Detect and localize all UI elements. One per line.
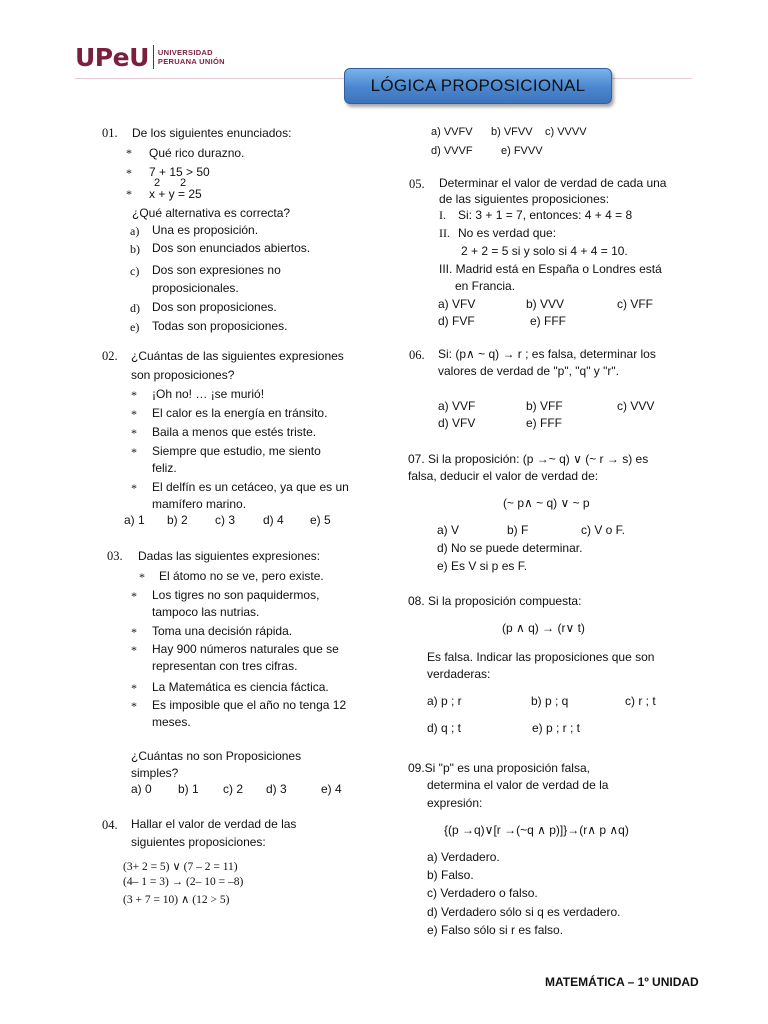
q2-answer-b: b) 2 [167,513,188,527]
q4-answer-a: a) VVFV [431,126,473,138]
q5-ii-text-2: 2 + 2 = 5 si y solo si 4 + 4 = 10. [461,244,628,258]
q5-ii-label: II. [439,226,450,240]
q3-answer-d: d) 3 [266,782,287,796]
q3-item-4-cont: representan con tres cifras. [152,659,298,673]
q9-option-e: e) Falso sólo si r es falso. [427,923,564,937]
header-rule [75,78,345,79]
q3-item-2-cont: tampoco las nutrias. [152,605,260,619]
bullet-star: * [131,407,137,421]
q8-answer-e: e) p ; r ; t [532,721,581,735]
q5-i-text: Si: 3 + 1 = 7, entonces: 4 + 4 = 8 [458,208,633,222]
q7-option-a: a) V [437,523,460,537]
q3-item-3: Toma una decisión rápida. [152,624,293,638]
q9-option-b: b) Falso. [427,868,474,882]
q3-item-2: Los tigres no son paquidermos, [152,588,320,602]
q9-option-d: d) Verdadero sólo si q es verdadero. [427,905,621,919]
q7-stem-1: 07. Si la proposición: (p →~ q) ∨ (~ r → s) es [408,452,649,466]
q3-item-4: Hay 900 números naturales que se [152,642,339,656]
q6-number: 06. [409,348,425,362]
bullet-star: * [131,589,137,603]
q5-answer-b: b) VVV [526,297,565,311]
q1-option-e: Todas son proposiciones. [152,319,288,333]
q5-stem-1: Determinar el valor de verdad de cada una [439,176,667,190]
bullet-star: * [139,570,145,584]
q5-iii-text: III. Madrid está en España o Londres está [439,262,662,276]
q1-option-label: c) [130,264,140,278]
bullet-star: * [131,388,137,402]
q1-option-c-text: Dos son expresiones no [152,263,281,277]
q6-answer-e: e) FFF [526,416,562,430]
q5-answer-a: a) VFV [438,297,476,311]
q2-item-5-cont: mamífero marino. [152,497,247,511]
q3-question: ¿Cuántas no son Proposiciones [131,749,302,763]
q6-answer-b: b) VFF [526,399,563,413]
q6-answer-a: a) VVF [438,399,476,413]
q1-item-3: x + y = 25 [149,187,202,201]
q3-answer-b: b) 1 [178,782,199,796]
q1-option-c [152,263,354,277]
q3-item-6: Es imposible que el año no tenga 12 [152,698,347,712]
q3-stem: Dadas las siguientes expresiones: [138,549,321,563]
q8-stem: 08. Si la proposición compuesta: [408,594,582,608]
q1-option-label: a) [130,224,140,238]
q4-answer-c: c) VVVV [545,126,587,138]
q5-answer-d: d) FVF [438,314,475,328]
q6-stem-1: Si: (p∧ ~ q) → r ; es falsa, determinar los [438,347,656,361]
q1-exponent-2: 2 [180,177,187,189]
q9-stem-3: expresión: [427,796,483,810]
bullet-star: * [131,445,137,459]
q4-answer-e: e) FVVV [501,145,543,157]
footer-unit: MATEMÁTICA – 1º UNIDAD [545,975,699,989]
q2-item-4: Siempre que estudio, me siento [152,444,321,458]
header-rule-right [612,78,692,79]
q1-item-1: Qué rico durazno. [149,146,245,160]
q4-answer-b: b) VFVV [491,126,533,138]
bullet-star: * [131,699,137,713]
logo-line-2: PERUANA UNIÓN [157,57,225,66]
q3-answer-a: a) 0 [131,782,152,796]
q2-item-1: ¡Oh no! … ¡se murió! [152,387,265,401]
logo-subtitle [158,48,225,66]
q4-line-2: (4– 1 = 3) → (2– 10 = –8) [123,876,244,888]
q2-item-2: El calor es la energía en tránsito. [152,406,328,420]
q3-answer-e: e) 4 [321,782,342,796]
q4-answer-d: d) VVVF [431,145,473,157]
q9-option-a: a) Verdadero. [427,850,500,864]
q2-answer-e: e) 5 [310,513,331,527]
q8-answer-b: b) p ; q [531,694,569,708]
q2-number: 02. [102,349,118,363]
q2-answer-d: d) 4 [263,513,284,527]
q8-answer-a: a) p ; r [427,694,462,708]
q5-answer-c: c) VFF [617,297,653,311]
q5-i-label: I. [439,208,446,222]
q9-option-c: c) Verdadero o falso. [427,886,538,900]
bullet-star: * [131,481,137,495]
bullet-star: * [126,187,132,201]
q6-answer-c: c) VVV [617,399,655,413]
q5-answer-e: e) FFF [530,314,566,328]
q6-answer-d: d) VFV [438,416,476,430]
q5-number: 05. [409,177,425,191]
q2-item-5: El delfín es un cetáceo, ya que es un [152,480,349,494]
q4-line-3: (3 + 7 = 10) ∧ (12 > 5) [123,894,230,906]
q8-expression: (p ∧ q) → (r∨ t) [502,621,585,635]
page-title: LÓGICA PROPOSICIONAL [370,76,586,95]
bullet-star: * [131,681,137,695]
q1-option-d: Dos son proposiciones. [152,300,277,314]
university-logo [75,42,225,72]
q4-stem-2: siguientes proposiciones: [131,835,266,849]
q3-answer-c: c) 2 [223,782,244,796]
q5-stem-2: de las siguientes proposiciones: [439,192,610,206]
q5-ii-text: No es verdad que: [458,226,557,240]
q1-option-label: e) [130,320,140,334]
q1-stem: De los siguientes enunciados: [132,126,292,140]
q3-question-row [131,749,357,763]
q8-answer-d: d) q ; t [427,721,462,735]
q1-option-label: d) [130,301,140,315]
q9-stem-1: 09.Si "p" es una proposición falsa, [408,761,590,775]
bullet-star: * [131,643,137,657]
q1-option-b: Dos son enunciados abiertos. [152,241,311,255]
q6-stem-2: valores de verdad de "p", "q" y "r". [438,364,619,378]
q8-answer-c: c) r ; t [625,694,656,708]
q1-item-2: 7 + 15 > 50 [149,165,210,179]
q7-expression: (~ p∧ ~ q) ∨ ~ p [503,496,590,510]
q3-item-5: La Matemática es ciencia fáctica. [152,680,329,694]
q4-number: 04. [102,818,118,832]
bullet-star: * [131,426,137,440]
q2-item-3: Baila a menos que estés triste. [152,425,317,439]
q2-answer-c: c) 3 [215,513,236,527]
bullet-star: * [131,625,137,639]
q8-question-1: Es falsa. Indicar las proposiciones que son [427,650,655,664]
q5-iii-cont: en Francia. [455,279,516,293]
logo-wordmark: UPeU [75,42,149,72]
q1-exponent-1: 2 [154,177,161,189]
q3-question-cont: simples? [131,766,179,780]
q1-number: 01. [102,126,118,140]
q8-question-2: verdaderas: [427,667,491,681]
q2-answer-a: a) 1 [124,513,145,527]
q7-option-d: d) No se puede determinar. [437,541,583,555]
q7-option-c: c) V o F. [581,523,626,537]
q4-stem-1: Hallar el valor de verdad de las [131,817,297,831]
logo-divider [153,45,154,69]
q7-option-e: e) Es V si p es F. [437,559,528,573]
q3-item-1: El átomo no se ve, pero existe. [159,569,324,583]
q1-option-c-cont: proposicionales. [152,281,239,295]
q3-number: 03. [107,549,123,563]
logo-line-1: UNIVERSIDAD [157,48,213,57]
q1-option-label: b) [130,242,140,256]
bullet-star: * [126,146,132,160]
q9-stem-2: determina el valor de verdad de la [427,778,609,792]
q3-item-6-cont: meses. [152,715,191,729]
bullet-star: * [126,166,132,180]
q1-question: ¿Qué alternativa es correcta? [132,206,291,220]
q9-expression: {(p →q)∨[r →(~q ∧ p)]}→(r∧ p ∧q) [444,823,629,837]
title-banner [344,68,612,104]
q4-line-1: (3+ 2 = 5) ∨ (7 – 2 = 11) [123,861,238,873]
q7-option-b: b) F [507,523,529,537]
q2-stem-1: ¿Cuántas de las siguientes expresiones [131,349,344,363]
q7-stem-2: falsa, deducir el valor de verdad de: [408,469,599,483]
q1-option-a: Una es proposición. [152,223,259,237]
q2-stem-2: son proposiciones? [131,368,235,382]
q2-item-4-cont: feliz. [152,461,177,475]
